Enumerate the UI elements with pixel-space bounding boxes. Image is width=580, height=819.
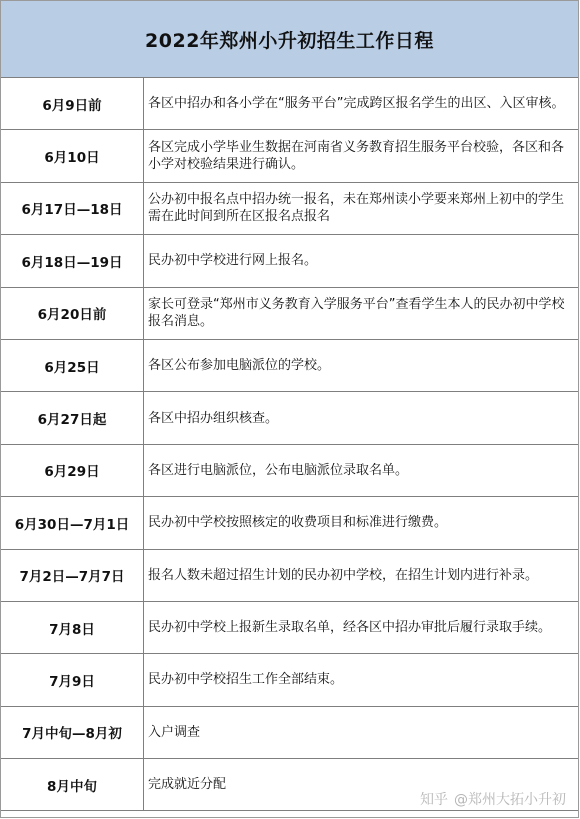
- description-cell: 公办初中报名点中招办统一报名，未在郑州读小学要来郑州上初中的学生需在此时间到所在区报名点报名: [148, 192, 565, 225]
- description-cell: 各区中招办和各小学在“服务平台”完成跨区报名学生的出区、入区审核。: [148, 96, 565, 112]
- table-row: [1, 288, 578, 340]
- date-cell: 8月中旬: [1, 759, 144, 810]
- description-cell: 各区中招办组织核查。: [148, 410, 279, 426]
- table-row: [1, 497, 578, 549]
- date-cell: 6月18日—19日: [1, 235, 144, 286]
- description-cell: 各区完成小学毕业生数据在河南省义务教育招生服务平台校验，各区和各小学对校验结果进行确认。: [148, 140, 565, 173]
- watermark-site: 知乎: [420, 792, 448, 808]
- table-row: [1, 550, 578, 602]
- watermark-author: @郑州大拓小升初: [454, 792, 566, 808]
- table-row: [1, 78, 578, 130]
- date-cell: 6月27日起: [1, 392, 144, 443]
- table-row: [1, 183, 578, 235]
- table-row: [1, 445, 578, 497]
- description-cell: 民办初中学校按照核定的收费项目和标准进行缴费。: [148, 515, 448, 531]
- description-cell: 完成就近分配: [148, 777, 227, 793]
- date-cell: 6月20日前: [1, 288, 144, 339]
- table-body: [1, 78, 578, 811]
- description-cell: 各区进行电脑派位，公布电脑派位录取名单。: [148, 462, 409, 478]
- date-cell: 6月9日前: [1, 78, 144, 129]
- description-cell: 民办初中学校上报新生录取名单，经各区中招办审批后履行录取手续。: [148, 620, 552, 636]
- table-row: [1, 759, 578, 811]
- description-cell: 各区公布参加电脑派位的学校。: [148, 358, 331, 374]
- date-cell: 7月8日: [1, 602, 144, 653]
- description-cell: 民办初中学校进行网上报名。: [148, 253, 318, 269]
- table-row: [1, 130, 578, 182]
- table-row: [1, 602, 578, 654]
- table-title: 2022年郑州小升初招生工作日程: [1, 1, 578, 78]
- date-cell: 6月10日: [1, 130, 144, 181]
- table-row: [1, 707, 578, 759]
- date-cell: 6月30日—7月1日: [1, 497, 144, 548]
- date-cell: 6月29日: [1, 445, 144, 496]
- description-cell: 家长可登录“郑州市义务教育入学服务平台”查看学生本人的民办初中学校报名消息。: [148, 297, 565, 330]
- date-cell: 6月25日: [1, 340, 144, 391]
- description-cell: 民办初中学校招生工作全部结束。: [148, 672, 344, 688]
- table-row: [1, 654, 578, 706]
- table-row: [1, 392, 578, 444]
- date-cell: 6月17日—18日: [1, 183, 144, 234]
- date-cell: 7月9日: [1, 654, 144, 705]
- description-cell: 报名人数未超过招生计划的民办初中学校，在招生计划内进行补录。: [148, 567, 539, 583]
- date-cell: 7月2日—7月7日: [1, 550, 144, 601]
- table-row: [1, 235, 578, 287]
- description-cell: 入户调查: [148, 724, 201, 740]
- table-row: [1, 340, 578, 392]
- date-cell: 7月中旬—8月初: [1, 707, 144, 758]
